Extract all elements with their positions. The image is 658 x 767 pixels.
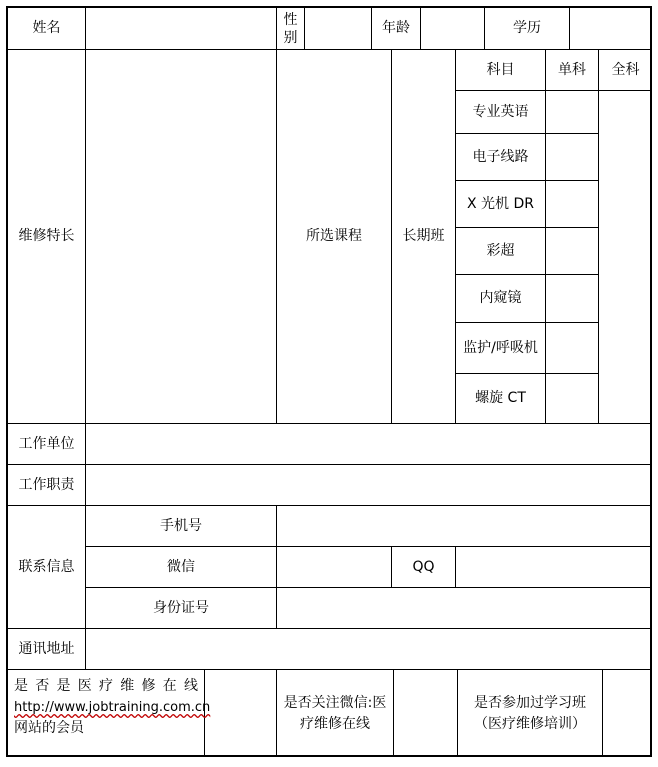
member-answer[interactable] xyxy=(205,670,277,757)
phone-label: 手机号 xyxy=(86,506,277,547)
subject-name: 内窥镜 xyxy=(456,275,546,323)
address-label: 通讯地址 xyxy=(8,629,86,670)
follow-wechat-line2: 疗维修在线 xyxy=(300,715,370,732)
education-field[interactable] xyxy=(570,8,652,50)
single-check[interactable] xyxy=(546,275,599,323)
single-check[interactable] xyxy=(546,228,599,275)
qq-label: QQ xyxy=(392,547,456,588)
long-term-label: 长期班 xyxy=(392,50,456,424)
subject-header: 科目 xyxy=(456,50,546,91)
single-check[interactable] xyxy=(546,181,599,228)
id-number-label: 身份证号 xyxy=(86,588,277,629)
all-header: 全科 xyxy=(599,50,652,91)
specialty-field[interactable] xyxy=(86,50,277,424)
member-question-url: http://www.jobtraining.com.cn xyxy=(14,700,211,715)
gender-field[interactable] xyxy=(305,8,372,50)
training-class-question xyxy=(458,670,603,757)
follow-wechat-line1: 是否关注微信:医 xyxy=(283,694,387,711)
work-unit-label: 工作单位 xyxy=(8,424,86,465)
member-question-line3: 网站的会员 xyxy=(14,720,84,736)
name-field[interactable] xyxy=(86,8,277,50)
training-class-line2: （医疗维修培训） xyxy=(474,715,586,732)
all-subjects-check[interactable] xyxy=(599,91,652,424)
member-question xyxy=(8,670,211,757)
work-duty-field[interactable] xyxy=(86,465,652,506)
gender-label-text: 性别 xyxy=(283,11,298,46)
training-class-answer[interactable] xyxy=(603,670,652,757)
single-check[interactable] xyxy=(546,91,599,134)
single-check[interactable] xyxy=(546,134,599,181)
registration-form xyxy=(6,6,652,757)
name-label: 姓名 xyxy=(8,8,86,50)
id-number-field[interactable] xyxy=(277,588,652,629)
qq-field[interactable] xyxy=(456,547,652,588)
single-header: 单科 xyxy=(546,50,599,91)
single-check[interactable] xyxy=(546,323,599,374)
wechat-label: 微信 xyxy=(86,547,277,588)
training-class-line1: 是否参加过学习班 xyxy=(474,694,586,711)
subject-name: 专业英语 xyxy=(456,91,546,134)
gender-label xyxy=(277,8,305,50)
work-duty-label: 工作职责 xyxy=(8,465,86,506)
subject-name: 电子线路 xyxy=(456,134,546,181)
member-question-line1: 是否是医疗维修在线 xyxy=(14,678,198,694)
subject-name xyxy=(456,374,546,424)
age-field[interactable] xyxy=(421,8,485,50)
education-label: 学历 xyxy=(485,8,570,50)
follow-wechat-question xyxy=(277,670,394,757)
subject-name: X 光机 DR xyxy=(456,181,546,228)
subject-name-text: 螺旋 CT xyxy=(475,390,526,406)
specialty-label: 维修特长 xyxy=(8,50,86,424)
wechat-field[interactable] xyxy=(277,547,392,588)
single-check[interactable] xyxy=(546,374,599,424)
follow-wechat-answer[interactable] xyxy=(394,670,458,757)
courses-label: 所选课程 xyxy=(277,50,392,424)
subject-name: 彩超 xyxy=(456,228,546,275)
address-field[interactable] xyxy=(86,629,652,670)
age-label: 年龄 xyxy=(372,8,421,50)
phone-field[interactable] xyxy=(277,506,652,547)
work-unit-field[interactable] xyxy=(86,424,652,465)
subject-name: 监护/呼吸机 xyxy=(456,323,546,374)
contact-label: 联系信息 xyxy=(8,506,86,629)
